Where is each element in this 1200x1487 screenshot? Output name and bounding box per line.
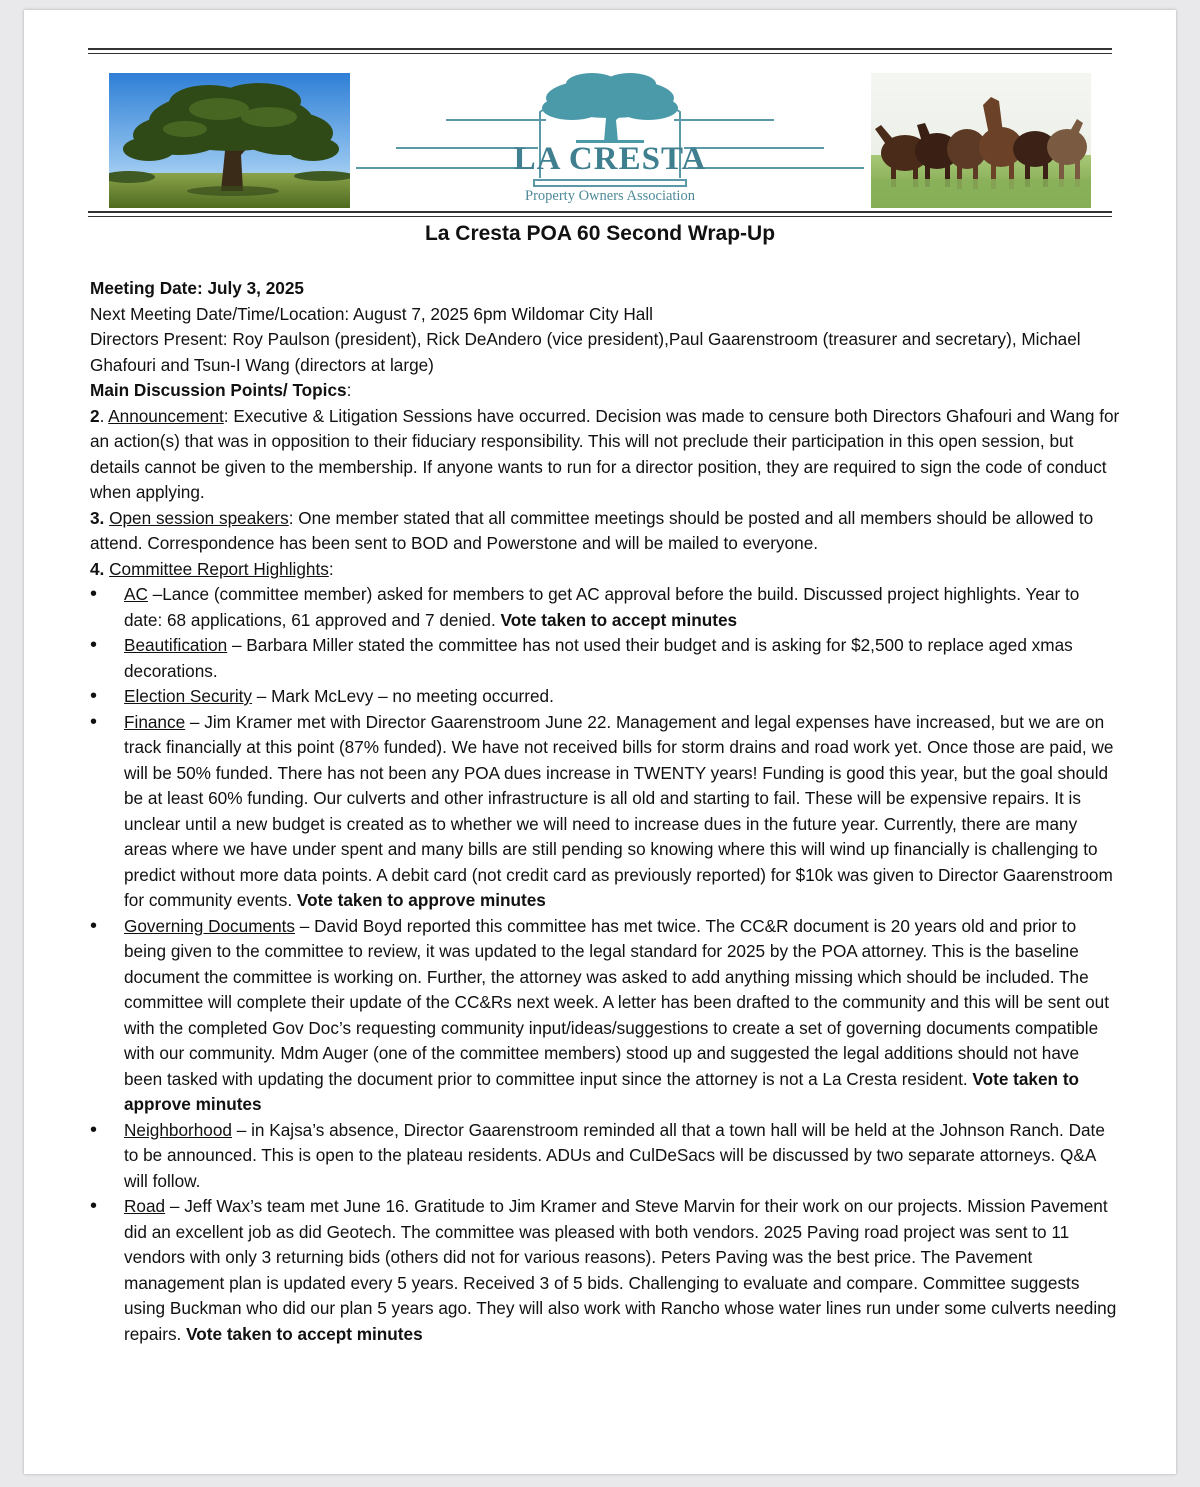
logo-subtitle: Property Owners Association	[525, 188, 695, 204]
committee-text: – Jeff Wax’s team met June 16. Gratitude to Jim Kramer and Steve Marvin for their work on our projects. Mission Pavement did an excellent job as did Geotech. The committee was pleased with both vendors. 2025 Paving road project was sent to 11 vendors with only 3 returning bids (others did not for various reasons). Peters Paving was the best price. The Pavement management plan is updated every 5 years. Received 3 of 5 bids. Challenging to evaluate and compare. Committee suggests using Buckman who did our plan 5 years ago. They will also work with Rancho whose water lines run under some culverts needing repairs.	[124, 1196, 1117, 1344]
committee-item-finance	[90, 710, 1122, 914]
section-text: : Executive & Litigation Sessions have occurred. Decision was made to censure both Directors Ghafouri and Wang for an action(s) that was in opposition to their fiduciary responsibility. This will not preclude their participation in this open session, but details cannot be given to the membership. If anyone wants to run for a director position, they are required to sign the code of conduct when applying.	[90, 405, 1120, 502]
committee-label: Governing Documents	[124, 915, 296, 936]
topics-label: Main Discussion Points/ Topics	[90, 380, 347, 400]
committee-label: Road	[124, 1196, 166, 1216]
directors-present: Directors Present: Roy Paulson (president), Rick DeAndero (vice president),Paul Gaarenstroom (treasurer and secretary), Michael Ghafouri and Tsun-I Wang (directors at large)	[90, 329, 1081, 375]
logo-name: LA CRESTA	[513, 141, 707, 177]
section-number: 3.	[90, 507, 105, 528]
section-text: : One member stated that all committee meetings should be posted and all members should be allowed to attend. Correspondence has been sent to BOD and Powerstone and will be mailed to everyone.	[90, 507, 1094, 553]
committee-label: AC	[124, 584, 148, 604]
committee-text: – Barbara Miller stated the committee has not used their budget and is asking for $2,500 to replace aged xmas decorations.	[124, 635, 1073, 681]
committee-vote: Vote taken to accept minutes	[186, 1323, 423, 1344]
document-body	[90, 276, 1122, 1347]
committee-item-governing-documents	[90, 914, 1122, 1118]
committee-label: Finance	[124, 711, 186, 732]
committee-text: – David Boyd reported this committee has met twice. The CC&R document is 20 years old and prior to being given to the committee to review, it was updated to the legal standard for 2025 by the POA attorney. This is the baseline document the committee is working on. Further, the attorney was asked to add anything missing which should be included. The committee will complete their update of the CC&Rs next week. A letter has been drafted to the community and this will be sent out with the completed Gov Doc’s requesting community input/ideas/suggestions to create a set of governing documents compatible with our community. Mdm Auger (one of the committee members) stood up and suggested the legal additions should not have been tasked with updating the document prior to committee input since the attorney is not a La Cresta resident.	[124, 915, 1109, 1089]
committee-item-ac	[90, 582, 1122, 633]
next-meeting: Next Meeting Date/Time/Location: August 7, 2025 6pm Wildomar City Hall	[90, 303, 653, 324]
topics-colon: :	[346, 380, 352, 400]
oak-tree-photo	[109, 73, 350, 208]
committee-section	[90, 557, 1122, 583]
committee-label: Neighborhood	[124, 1119, 232, 1140]
section-number: 4.	[90, 558, 105, 579]
section-label: Open session speakers	[109, 507, 289, 528]
committee-label: Beautification	[124, 635, 228, 655]
committee-item-election-security	[90, 684, 1122, 710]
committee-item-road	[90, 1194, 1122, 1347]
header-rule-bottom-thin	[88, 216, 1112, 217]
topics-heading	[90, 378, 1122, 404]
committee-vote: Vote taken to approve minutes	[296, 890, 546, 910]
header-rule-top	[88, 48, 1112, 50]
section-number: 2	[90, 405, 100, 426]
section-text: :	[328, 558, 334, 579]
committee-vote: Vote taken to accept minutes	[500, 609, 738, 630]
horses-photo	[871, 73, 1091, 208]
committee-item-beautification	[90, 633, 1122, 684]
header-rule-bottom	[88, 211, 1112, 213]
document-page	[24, 10, 1176, 1474]
committee-text: – Mark McLevy – no meeting occurred.	[252, 686, 554, 706]
open-session-section	[90, 506, 1122, 557]
header-rule-top-thin	[88, 53, 1112, 54]
section-label: Announcement	[108, 405, 224, 426]
committee-list	[90, 582, 1122, 1347]
announcement-section	[90, 404, 1122, 506]
committee-vote: Vote taken to approve minutes	[124, 1068, 1080, 1114]
la-cresta-logo	[354, 62, 866, 210]
committee-label: Election Security	[124, 686, 253, 706]
section-label: Committee Report Highlights	[109, 558, 329, 579]
section-separator: .	[99, 405, 109, 426]
document-title: La Cresta POA 60 Second Wrap-Up	[424, 222, 776, 245]
committee-item-neighborhood	[90, 1118, 1122, 1195]
committee-text: –Lance (committee member) asked for members to get AC approval before the build. Discussed project highlights. Year to date: 68 applications, 61 approved and 7 denied.	[124, 584, 1080, 630]
meeting-date: Meeting Date: July 3, 2025	[90, 278, 304, 298]
committee-text: – Jim Kramer met with Director Gaarenstroom June 22. Management and legal expenses have increased, but we are on track financially at this point (87% funded). We have not received bills for storm drains and road work yet. Once those are paid, we will be 50% funded. There has not been any POA dues increase in TWENTY years! Funding is good this year, but the goal should be at least 60% funding. Our culverts and other infrastructure is all old and starting to fail. These will be expensive repairs. It is unclear until a new budget is created as to whether we will need to increase dues in the future year. Currently, there are many areas where we have under spent and many bills are still pending so knowing where this will wind up financially is challenging to predict without more data points. A debit card (not credit card as previously reported) for $10k was given to Director Gaarenstroom for community events.	[124, 711, 1114, 910]
committee-text: – in Kajsa’s absence, Director Gaarenstroom reminded all that a town hall will be held at the Johnson Ranch. Date to be announced. This is open to the plateau residents. ADUs and CulDeSacs will be discussed by two separate attorneys. Q&A will follow.	[124, 1119, 1105, 1191]
